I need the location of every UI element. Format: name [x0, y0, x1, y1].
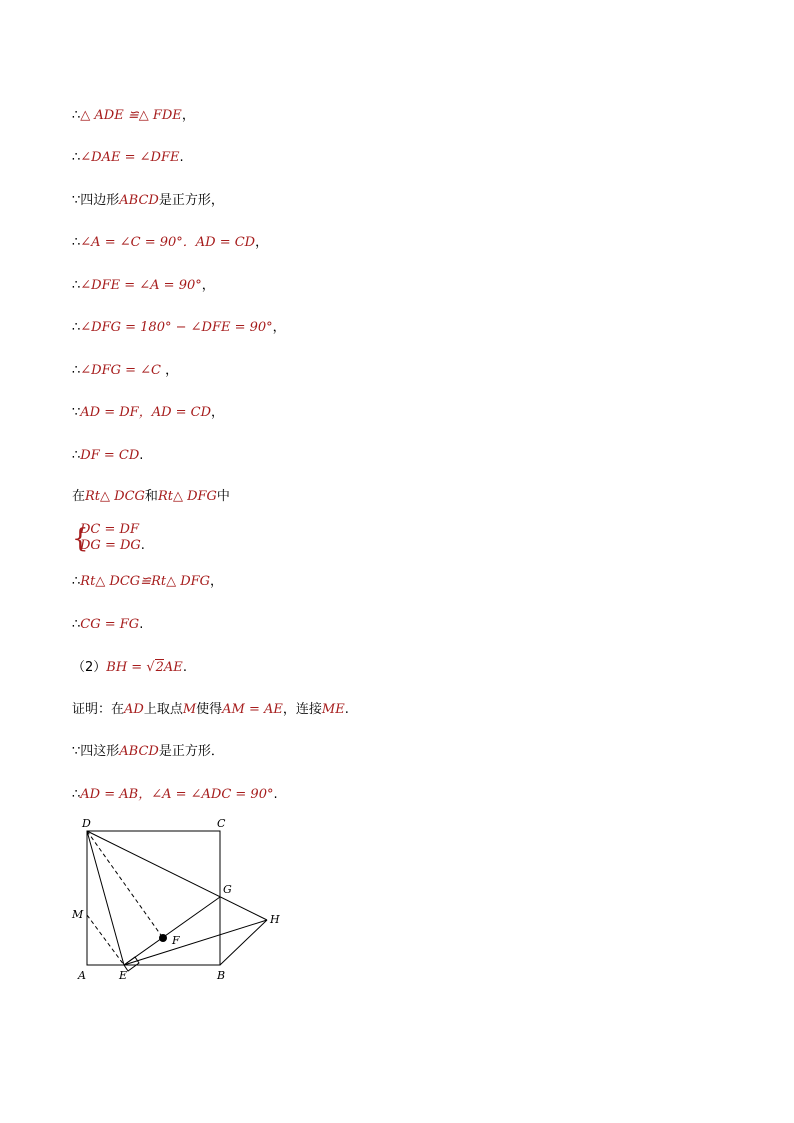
- label-g: G: [223, 883, 232, 896]
- label-c: C: [217, 817, 226, 830]
- proof-line: 证明：在AD上取点M使得AM = AE，连接ME.: [72, 702, 349, 717]
- line-7: ∴∠DFG = ∠C ，: [72, 363, 179, 378]
- congruent-line: ∴Rt△ DCG≌Rt△ DFG，: [72, 574, 224, 589]
- sqrt-radicand: 2: [155, 660, 164, 675]
- label-h: H: [270, 913, 280, 926]
- point-f: [159, 934, 167, 942]
- left-brace: {: [72, 524, 89, 554]
- square-again-line: ∵四这形ABCD是正方形．: [72, 744, 224, 759]
- geometry-figure: [66, 812, 296, 987]
- segment-dh: [87, 831, 267, 920]
- segment-eg: [124, 897, 220, 965]
- square-abcd: [87, 831, 220, 965]
- ad-ab-line: ∴AD = AB，∠A = ∠ADC = 90°.: [72, 787, 278, 802]
- segment-de: [87, 831, 124, 965]
- cg-fg-line: ∴CG = FG.: [72, 617, 144, 632]
- label-m: M: [72, 908, 84, 921]
- label-f: F: [172, 934, 180, 947]
- system-row-1: DC = DF: [80, 522, 139, 537]
- part2-line: （2）BH = √2AE.: [72, 660, 187, 675]
- line-3: ∵四边形ABCD是正方形，: [72, 193, 224, 208]
- segment-eh: [124, 920, 267, 965]
- segment-me-dashed: [87, 915, 124, 965]
- label-e: E: [119, 969, 128, 982]
- segment-df-dashed: [87, 831, 163, 938]
- label-a: A: [78, 969, 86, 982]
- segment-bh: [220, 920, 267, 965]
- label-d: D: [82, 817, 91, 830]
- line-1: ∴△ ADE ≌△ FDE，: [72, 108, 195, 123]
- line-4: ∴∠A = ∠C = 90°．AD = CD，: [72, 235, 269, 250]
- line-9: ∴DF = CD.: [72, 448, 144, 463]
- line-2: ∴∠DAE = ∠DFE.: [72, 150, 184, 165]
- system-row-2: DG = DG.: [80, 538, 145, 553]
- in-rt-line: 在Rt△ DCG和Rt△ DFG中: [72, 489, 230, 504]
- line-6: ∴∠DFG = 180° − ∠DFE = 90°，: [72, 320, 286, 335]
- label-b: B: [217, 969, 226, 982]
- line-5: ∴∠DFE = ∠A = 90°，: [72, 278, 215, 293]
- line-8: ∵AD = DF，AD = CD，: [72, 405, 225, 420]
